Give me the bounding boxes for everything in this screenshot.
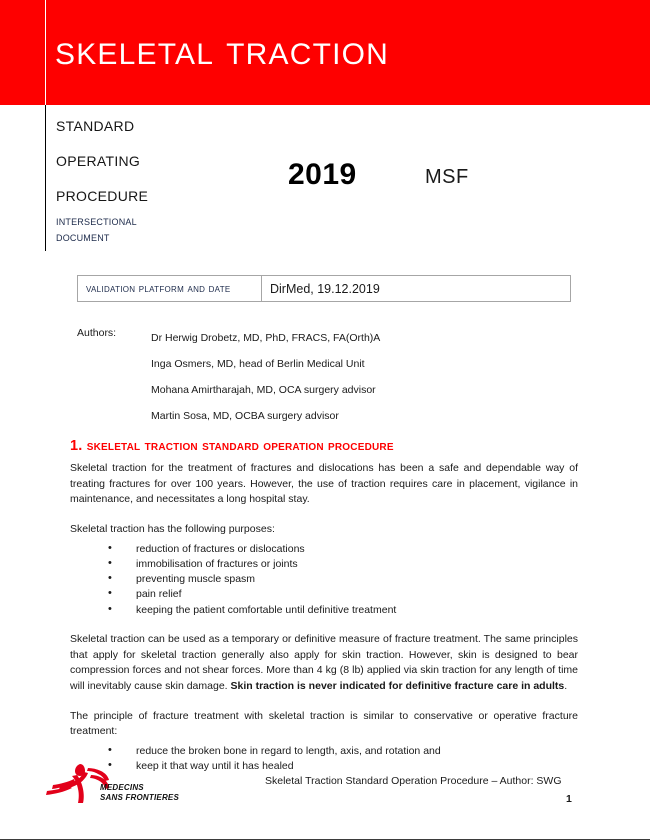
msf-logo-line2: SANS FRONTIERES (100, 792, 180, 802)
footer-text: Skeletal Traction Standard Operation Procedure – Author: SWG (265, 775, 562, 787)
list-item: • keeping the patient comfortable until definitive treatment (108, 603, 578, 618)
sop-line-procedure: procedure (56, 184, 149, 206)
paragraph-skin-traction (70, 632, 578, 695)
cover-subtitle-block (56, 108, 276, 245)
banner-vertical-rule (45, 0, 46, 105)
validation-table (77, 275, 571, 302)
table-row (78, 276, 571, 302)
authors-label: Authors: (77, 327, 117, 339)
list-item: • preventing muscle spasm (108, 572, 578, 587)
document-title-part2: TRACTION (226, 38, 390, 71)
paragraph-skin-traction-tail: . (564, 679, 568, 692)
section-heading: 1. skeletal traction standard operation procedure (70, 438, 394, 454)
paragraph-principle-lead: The principle of fracture treatment with skeletal traction is similar to conservative or operative fracture treatment: (70, 709, 578, 738)
sop-sub-document: document (56, 229, 110, 244)
msf-logo-line1: MEDECINS (100, 783, 144, 792)
list-item: • immobilisation of fractures or joints (108, 557, 578, 572)
list-item: Martin Sosa, MD, OCBA surgery advisor (151, 410, 339, 422)
validation-label-cell: validation platform and date (78, 276, 262, 302)
list-item: • keep it that way until it has healed (108, 759, 578, 774)
validation-value-cell: DirMed, 19.12.2019 (262, 276, 571, 302)
document-body (70, 438, 578, 774)
authors-list (151, 325, 577, 429)
paragraph-skin-traction-plain: Skeletal traction can be used as a temporary or definitive measure of fracture treatment. The same principles that apply for skeletal traction generally also apply for skin traction. However, skin is designed to bear compression forces and not shear forces. More than 4 kg (8 lb) applied via skin traction for any length of time will inevitably cause skin damage. (70, 632, 578, 692)
msf-logo-text (100, 783, 179, 802)
cover-year: 2019 (288, 158, 357, 191)
list-item: Mohana Amirtharajah, MD, OCA surgery advisor (151, 384, 376, 396)
authors-block (77, 325, 577, 429)
document-title-part1: SKELETAL (55, 38, 215, 71)
list-item: • reduction of fractures or dislocations (108, 542, 578, 557)
paragraph-intro: Skeletal traction for the treatment of fractures and dislocations has been a safe and dependable way of treating fractures for over 100 years. However, the use of traction requires care in placement, vigilance in maintenance, and necessitates a long hospital stay. (70, 462, 578, 506)
list-item: Dr Herwig Drobetz, MD, PhD, FRACS, FA(Orth)A (151, 332, 381, 344)
list-item: Inga Osmers, MD, head of Berlin Medical Unit (151, 358, 365, 370)
paragraph-skin-traction-emphasis: Skin traction is never indicated for definitive fracture care in adults (230, 679, 565, 692)
subtitle-vertical-rule (45, 105, 46, 251)
page-number: 1 (566, 793, 572, 805)
title-banner (0, 0, 650, 105)
purposes-list (70, 542, 578, 618)
paragraph-purposes-lead: Skeletal traction has the following purposes: (70, 523, 275, 536)
document-title (55, 38, 389, 72)
msf-logo (44, 762, 180, 806)
sop-line-operating: operating (56, 149, 141, 171)
list-item: • reduce the broken bone in regard to length, axis, and rotation and (108, 744, 578, 759)
sop-sub-intersectional: intersectional (56, 213, 137, 228)
list-item: • pain relief (108, 587, 578, 602)
cover-organisation: MSF (425, 166, 469, 188)
sop-line-standard: standard (56, 114, 135, 136)
